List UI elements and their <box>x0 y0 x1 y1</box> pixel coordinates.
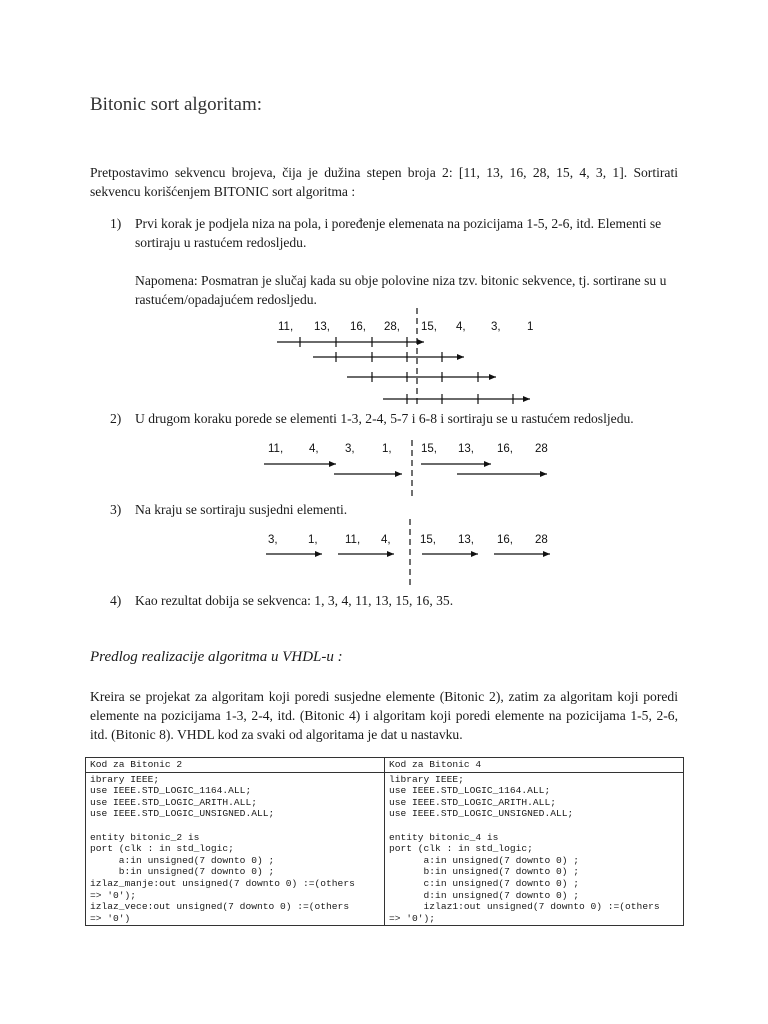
diagram-label: 15, <box>420 534 436 546</box>
note-text: Napomena: Posmatran je slučaj kada su obje polovine niza tzv. bitonic sekvence, tj. sortirane su u rastućem/opadajućem redosljedu. <box>135 273 667 307</box>
diagram-label: 11, <box>268 443 284 455</box>
diagram-label: 4, <box>309 443 319 455</box>
code-bitonic-4: library IEEE; use IEEE.STD_LOGIC_1164.ALL; use IEEE.STD_LOGIC_ARITH.ALL; use IEEE.STD_LOGIC_UNSIGNED.ALL; entity bitonic_4 is port (clk : in std_logic; a:in unsigned(7 downto 0) ; b:in unsigned(7 downto 0) ; c:in unsigned(7 downto 0) ; d:in unsigned(7 downto 0) ; izlaz1:out unsigned(7 downto 0) :=(others => '0'); <box>389 773 660 924</box>
section-heading: Predlog realizacije algoritma u VHDL-u : <box>90 649 343 665</box>
diagram-label: 28 <box>535 534 548 546</box>
page-title: Bitonic sort algoritam: <box>90 94 263 115</box>
diagram-label: 28 <box>535 443 548 455</box>
diagram-label: 1, <box>308 534 318 546</box>
step-number: 4) <box>110 593 122 608</box>
diagram-label: 15, <box>421 321 437 333</box>
diagram-label: 16, <box>497 534 513 546</box>
diagram-label: 3, <box>268 534 278 546</box>
diagram-label: 28, <box>384 321 400 333</box>
step-number: 3) <box>110 502 122 517</box>
diagram-label: 16, <box>497 443 513 455</box>
section-paragraph: Kreira se projekat za algoritam koji poredi susjedne elemente (Bitonic 2), zatim za algoritam koji poredi elemente na pozicijama 1-3, 2-4, itd. (Bitonic 4) i algoritam koji poredi elemente na pozicijama 1-5, 2-6, itd. (Bitonic 8). VHDL kod za svaki od algoritama je dat u nastavku. <box>90 689 678 742</box>
diagram-label: 1 <box>527 321 534 333</box>
diagram-label: 13, <box>458 443 474 455</box>
code-bitonic-2: ibrary IEEE; use IEEE.STD_LOGIC_1164.ALL; use IEEE.STD_LOGIC_ARITH.ALL; use IEEE.STD_LOGIC_UNSIGNED.ALL; entity bitonic_2 is port (clk : in std_logic; a:in unsigned(7 downto 0) ; b:in unsigned(7 downto 0) ; izlaz_manje:out unsigned(7 downto 0) :=(others => '0'); izlaz_vece:out unsigned(7 downto 0) :=(others => '0') <box>90 773 355 924</box>
diagram-label: 11, <box>278 321 294 333</box>
step-text: U drugom koraku porede se elementi 1-3, 2-4, 5-7 i 6-8 i sortiraju se u rastućem redosljedu. <box>135 411 634 426</box>
code-header-bitonic-4: Kod za Bitonic 4 <box>385 758 684 773</box>
diagram-label: 4, <box>456 321 466 333</box>
diagram-label: 13, <box>458 534 474 546</box>
diagram-label: 11, <box>345 534 361 546</box>
diagram-label: 13, <box>314 321 330 333</box>
step-text: Prvi korak je podjela niza na pola, i poređenje elemenata na pozicijama 1-5, 2-6, itd. Elementi se sortiraju u rastućem redosljedu. <box>135 216 662 250</box>
diagram-label: 16, <box>350 321 366 333</box>
diagram-label: 3, <box>345 443 355 455</box>
step-text: Kao rezultat dobija se sekvenca: 1, 3, 4, 11, 13, 15, 16, 35. <box>135 593 454 608</box>
step-text: Na kraju se sortiraju susjedni elementi. <box>135 502 348 517</box>
diagram-label: 3, <box>491 321 501 333</box>
intro-paragraph: Pretpostavimo sekvencu brojeva, čija je dužina stepen broja 2: [11, 13, 16, 28, 15, 4, 3, 1]. Sortirati sekvencu korišćenjem BITONIC sort algoritma : <box>90 165 678 199</box>
step-number: 1) <box>110 216 122 231</box>
step-number: 2) <box>110 411 122 426</box>
diagram-label: 4, <box>381 534 391 546</box>
code-header-bitonic-2: Kod za Bitonic 2 <box>86 758 385 773</box>
code-table <box>85 757 684 926</box>
diagram-label: 1, <box>382 443 392 455</box>
diagram-label: 15, <box>421 443 437 455</box>
